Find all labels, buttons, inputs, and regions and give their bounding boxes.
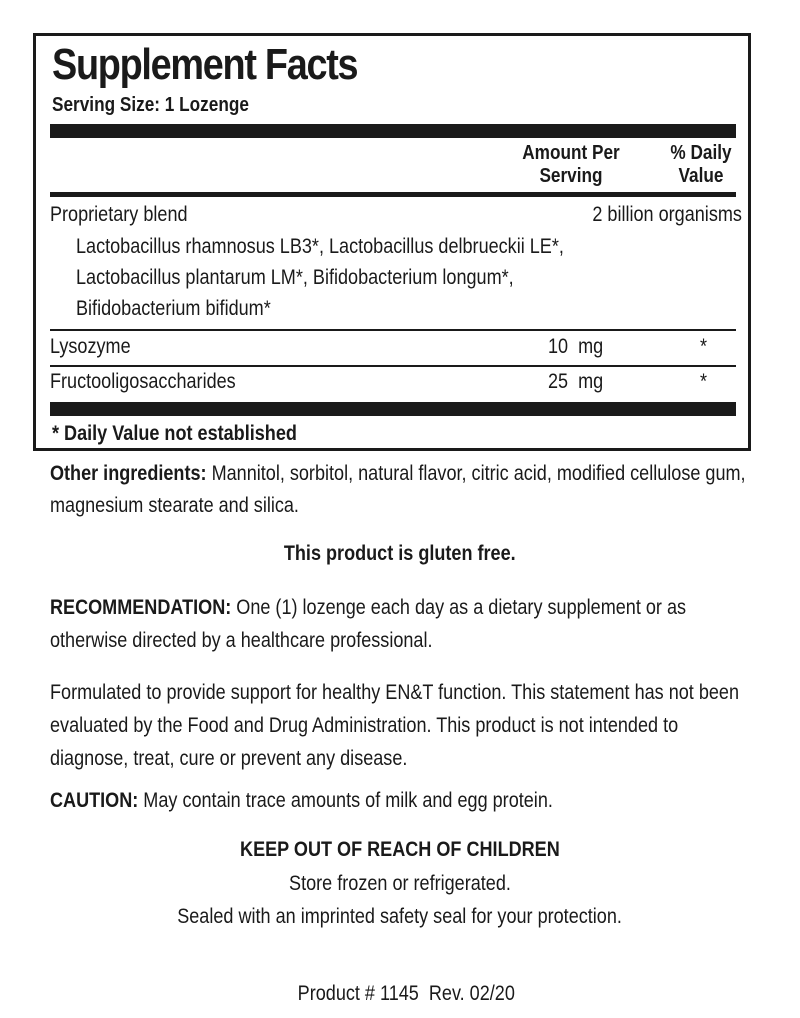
row-divider xyxy=(50,329,736,331)
row-fos-name: Fructooligosaccharides xyxy=(50,370,236,393)
blend-amount: 2 billion organisms xyxy=(592,203,742,226)
row-lysozyme-name: Lysozyme xyxy=(50,335,131,358)
row-divider xyxy=(50,365,736,367)
other-ingredients-text: Mannitol, sorbitol, natural flavor, citric acid, modified cellulose gum, magnesium stearate and silica. xyxy=(50,462,746,517)
blend-name: Proprietary blend xyxy=(50,203,188,226)
thick-divider-bottom xyxy=(50,402,736,416)
row-fos-amount: 25 mg xyxy=(548,370,604,393)
row-lysozyme-amount: 10 mg xyxy=(548,335,604,358)
product-number: Product # 1145 Rev. 02/20 xyxy=(297,982,515,1005)
panel-title: Supplement Facts xyxy=(52,40,358,89)
gluten-free-statement: This product is gluten free. xyxy=(284,542,516,565)
blend-ingredients-line-2: Lactobacillus plantarum LM*, Bifidobacterium longum*, xyxy=(76,266,514,289)
caution-text: May contain trace amounts of milk and egg protein. xyxy=(138,789,553,812)
caution-label: CAUTION: xyxy=(50,789,139,812)
storage-instructions: Store frozen or refrigerated. xyxy=(289,872,511,895)
row-lysozyme-dv: * xyxy=(700,335,708,358)
children-warning: KEEP OUT OF REACH OF CHILDREN xyxy=(240,838,560,861)
safety-seal-notice: Sealed with an imprinted safety seal for your protection. xyxy=(177,905,623,928)
blend-ingredients-line-1: Lactobacillus rhamnosus LB3*, Lactobacillus delbrueckii LE*, xyxy=(76,235,564,258)
other-ingredients xyxy=(50,458,747,522)
recommendation-label: RECOMMENDATION: xyxy=(50,596,232,619)
recommendation xyxy=(50,591,747,657)
header-divider xyxy=(50,192,736,197)
thick-divider-top xyxy=(50,124,736,138)
supplement-facts-panel xyxy=(33,33,751,451)
header-daily-value: % Daily Value xyxy=(670,142,732,187)
other-ingredients-label: Other ingredients: xyxy=(50,462,207,485)
recommendation-text: One (1) lozenge each day as a dietary supplement or as otherwise directed by a healthcare professional. xyxy=(50,596,687,652)
caution xyxy=(50,785,800,817)
header-amount-per-serving: Amount Per Serving xyxy=(522,142,620,187)
blend-ingredients-line-3: Bifidobacterium bifidum* xyxy=(76,297,271,320)
serving-size: Serving Size: 1 Lozenge xyxy=(52,94,249,116)
row-fos-dv: * xyxy=(700,370,708,393)
daily-value-footnote: * Daily Value not established xyxy=(52,422,297,445)
fda-statement: Formulated to provide support for healthy EN&T function. This statement has not been evaluated by the Food and Drug Administration. This product is not intended to diagnose, treat, cure or prevent any disease. xyxy=(50,681,740,770)
